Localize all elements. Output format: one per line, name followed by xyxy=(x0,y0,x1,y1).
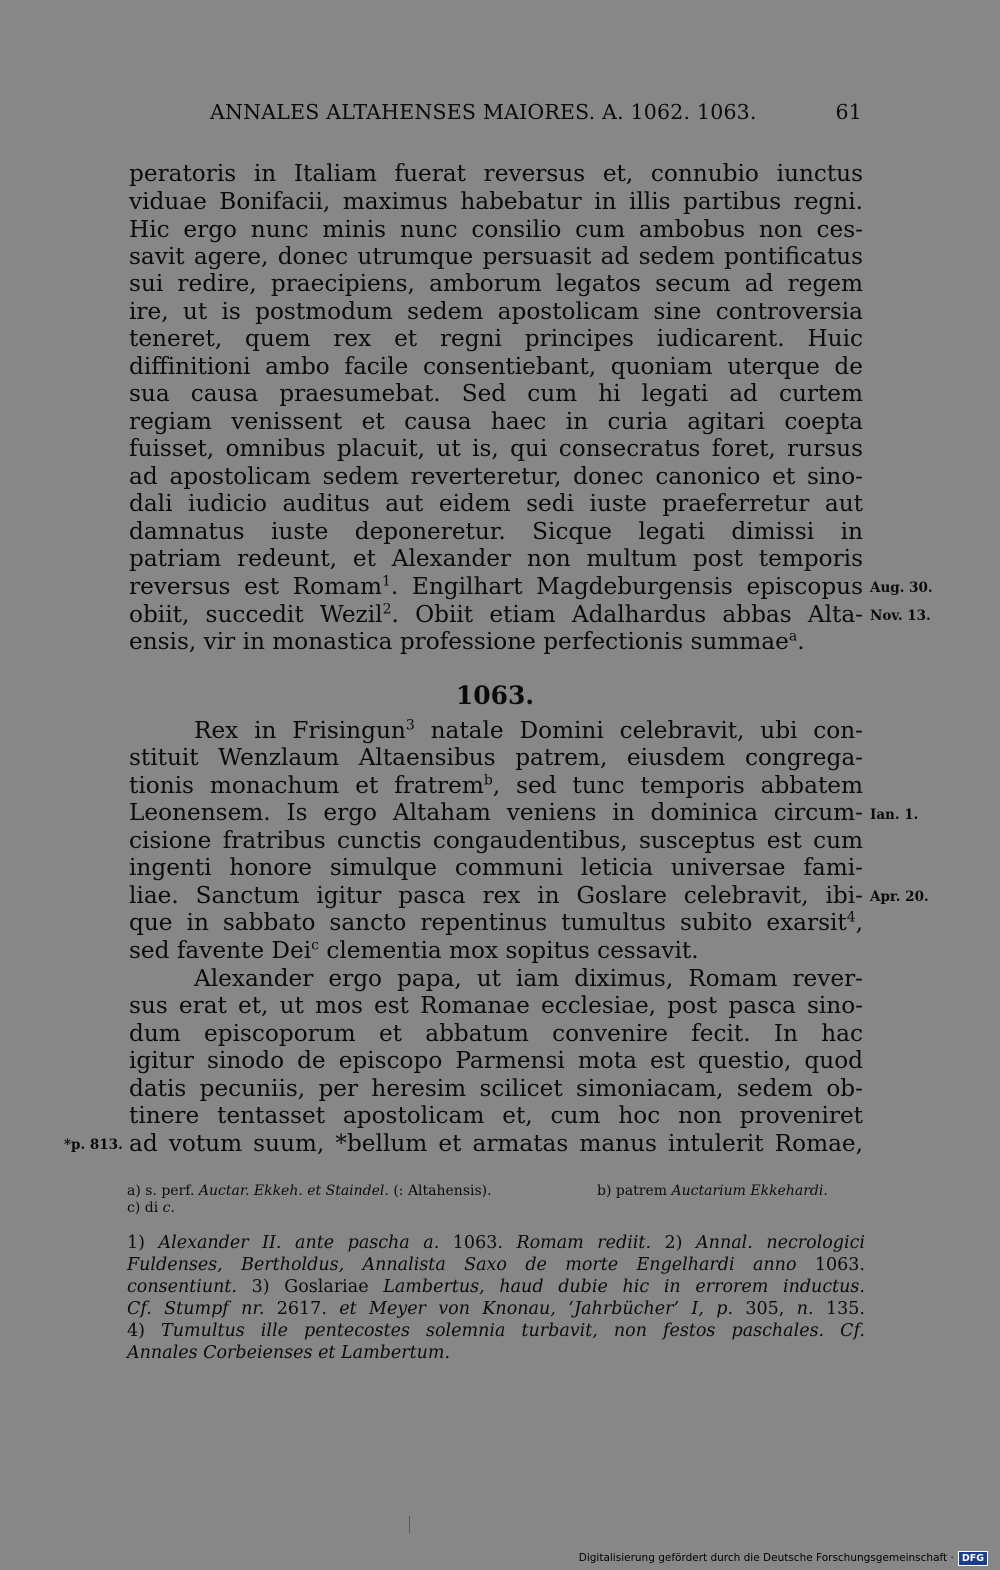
text-line: sui redire, praecipiens, amborum legatos secum ad regem xyxy=(129,270,863,297)
footnote-line xyxy=(127,1320,865,1342)
text-line: savit agere, donec utrumque persuasit ad sedem pontificatus xyxy=(129,243,863,270)
margin-date-ian: Ian. 1. xyxy=(870,807,919,823)
running-head-title: ANNALES ALTAHENSES MAIORES. A. 1062. 1063. xyxy=(210,100,757,124)
note-label: c) di xyxy=(127,1200,159,1216)
note-text: Auctarium Ekkehardi. xyxy=(671,1183,828,1199)
text-line: ad votum suum, *bellum et armatas manus intulerit Romae, xyxy=(129,1130,863,1157)
note-text: c. xyxy=(162,1200,175,1216)
text-line xyxy=(129,628,863,656)
footnote-text: 2617. xyxy=(276,1299,327,1319)
text-line: Alexander ergo papa, ut iam diximus, Romam rever- xyxy=(194,965,863,992)
margin-date-aug: Aug. 30. xyxy=(870,580,933,596)
note-label: a) s. perf. xyxy=(127,1183,195,1199)
text-line: ingenti honore simulque communi leticia universae fami- xyxy=(129,854,863,881)
footnote-text: 1063. xyxy=(452,1233,503,1253)
footnote-ref: 4 xyxy=(846,909,856,926)
text-line: Leonensem. Is ergo Altaham veniens in dominica circum- xyxy=(129,799,863,826)
footnote-text: 3) Goslariae xyxy=(251,1277,369,1297)
footnote-line xyxy=(127,1298,865,1320)
text-line xyxy=(129,573,863,601)
footnote-text: Annales Corbeienses et Lambertum. xyxy=(127,1343,451,1363)
note-ref: b xyxy=(483,772,493,789)
text-line xyxy=(194,717,863,745)
footnote-line xyxy=(127,1232,865,1254)
footnote-text: Fuldenses, Bertholdus, Annalista Saxo de morte Engelhardi anno xyxy=(127,1255,797,1275)
text-line: ad apostolicam sedem reverteretur, donec canonico et sino- xyxy=(129,463,863,490)
footnote-text: consentiunt. xyxy=(127,1277,237,1297)
text-line: dali iudicio auditus aut eidem sedi iuste praeferretur aut xyxy=(129,490,863,517)
text-segment: sed favente Dei xyxy=(129,937,312,964)
text-segment: Rex in Frisingun xyxy=(194,717,406,744)
margin-page-ref: *p. 813. xyxy=(64,1137,123,1153)
footnote-text: Annal. necrologici xyxy=(696,1233,865,1253)
text-segment: natale Domini celebravit, ubi con- xyxy=(414,717,864,744)
text-segment: . Obiit etiam Adalhardus abbas Alta- xyxy=(391,601,863,628)
critical-note-b xyxy=(597,1183,828,1200)
text-line xyxy=(129,937,863,965)
text-line: ire, ut is postmodum sedem apostolicam sine controversia xyxy=(129,298,863,325)
page-number: 61 xyxy=(835,100,862,124)
note-text: Auctar. Ekkeh. et Staindel. xyxy=(198,1183,389,1199)
footnote-line xyxy=(127,1276,865,1298)
text-line xyxy=(129,601,863,629)
digitization-credit xyxy=(579,1551,988,1565)
note-label: b) patrem xyxy=(597,1183,668,1199)
footnotes xyxy=(127,1232,865,1364)
footnote-ref: 3 xyxy=(405,717,415,734)
footnote-line xyxy=(127,1254,865,1276)
text-line: patriam redeunt, et Alexander non multum post temporis xyxy=(129,545,863,572)
note-ref: c xyxy=(311,937,319,954)
footnote-number: 2) xyxy=(664,1233,683,1253)
text-line: sus erat et, ut mos est Romanae ecclesiae, post pasca sino- xyxy=(129,992,863,1019)
critical-note-row xyxy=(127,1200,865,1217)
running-head xyxy=(210,100,862,124)
text-segment: . xyxy=(797,628,805,655)
footnote-text: Romam rediit. xyxy=(516,1233,652,1253)
critical-note-row xyxy=(127,1183,865,1200)
footnote-number: 4) xyxy=(127,1321,145,1341)
footnote-text: Tumultus ille pentecostes solemnia turbavit, non festos paschales. Cf. xyxy=(161,1321,865,1341)
credit-text: Digitalisierung gefördert durch die Deutsche Forschungsgemeinschaft · xyxy=(578,1552,954,1564)
text-segment: , sed tunc temporis abbatem xyxy=(492,772,863,799)
footnote-text: Cf. Stumpf nr. xyxy=(127,1299,265,1319)
text-line: Hic ergo nunc minis nunc consilio cum ambobus non ces- xyxy=(129,216,863,243)
note-ref: a xyxy=(788,628,798,645)
text-line: cisione fratribus cunctis congaudentibus, susceptus est cum xyxy=(129,827,863,854)
text-line: diffinitioni ambo facile consentiebant, quoniam uterque de xyxy=(129,353,863,380)
text-line: liae. Sanctum igitur pasca rex in Goslare celebravit, ibi- xyxy=(129,882,863,909)
text-line: datis pecuniis, per heresim scilicet simoniacam, sedem ob- xyxy=(129,1075,863,1102)
text-segment: . Engilhart Magdeburgensis episcopus xyxy=(390,573,863,600)
footnote-text: 1063. xyxy=(814,1255,865,1275)
text-line: viduae Bonifacii, maximus habebatur in illis partibus regni. xyxy=(129,188,863,215)
text-line: damnatus iuste deponeretur. Sicque legati dimissi in xyxy=(129,518,863,545)
text-segment: ensis, vir in monastica professione perfectionis summae xyxy=(129,628,789,655)
footnote-text: n. xyxy=(796,1299,814,1319)
text-line: dum episcoporum et abbatum convenire fecit. In hac xyxy=(129,1020,863,1047)
text-segment: , xyxy=(855,909,863,936)
footnote-text: Alexander II. ante pascha a. xyxy=(158,1233,440,1253)
text-line: igitur sinodo de episcopo Parmensi mota est questio, quod xyxy=(129,1047,863,1074)
year-heading: 1063. xyxy=(455,681,535,710)
footnote-number: 1) xyxy=(127,1233,145,1253)
footnote-text: Lambertus, haud dubie hic in errorem inductus. xyxy=(383,1277,865,1297)
text-segment: obiit, succedit Wezil xyxy=(129,601,383,628)
margin-date-nov: Nov. 13. xyxy=(870,608,931,624)
note-text: (: Altahensis). xyxy=(393,1183,492,1199)
text-line: fuisset, omnibus placuit, ut is, qui consecratus foret, rursus xyxy=(129,435,863,462)
text-segment: que in sabbato sancto repentinus tumultus subito exarsit xyxy=(129,909,847,936)
text-segment: clementia mox sopitus cessavit. xyxy=(318,937,699,964)
text-line: stituit Wenzlaum Altaensibus patrem, eiusdem congrega- xyxy=(129,744,863,771)
text-line: sua causa praesumebat. Sed cum hi legati ad curtem xyxy=(129,380,863,407)
text-segment: reversus est Romam xyxy=(129,573,382,600)
footnote-line xyxy=(127,1342,865,1364)
scan-mark xyxy=(409,1516,410,1533)
text-line xyxy=(129,909,863,937)
text-line: peratoris in Italiam fuerat reversus et, connubio iunctus xyxy=(129,160,863,187)
footnote-text: et Meyer von Knonau, ‘Jahrbücher’ I, p. xyxy=(339,1299,734,1319)
margin-date-apr: Apr. 20. xyxy=(870,889,929,905)
text-line: teneret, quem rex et regni principes iudicarent. Huic xyxy=(129,325,863,352)
text-line xyxy=(129,772,863,800)
dfg-logo[interactable]: DFG xyxy=(958,1551,988,1566)
footnote-text: 305, xyxy=(745,1299,785,1319)
text-segment: tionis monachum et fratrem xyxy=(129,772,484,799)
critical-apparatus xyxy=(127,1183,865,1217)
text-line: tinere tentasset apostolicam et, cum hoc non proveniret xyxy=(129,1102,863,1129)
text-line: regiam venissent et causa haec in curia agitari coepta xyxy=(129,408,863,435)
footnote-ref: 1 xyxy=(381,573,391,590)
footnote-ref: 2 xyxy=(382,601,392,618)
footnote-text: 135. xyxy=(825,1299,865,1319)
